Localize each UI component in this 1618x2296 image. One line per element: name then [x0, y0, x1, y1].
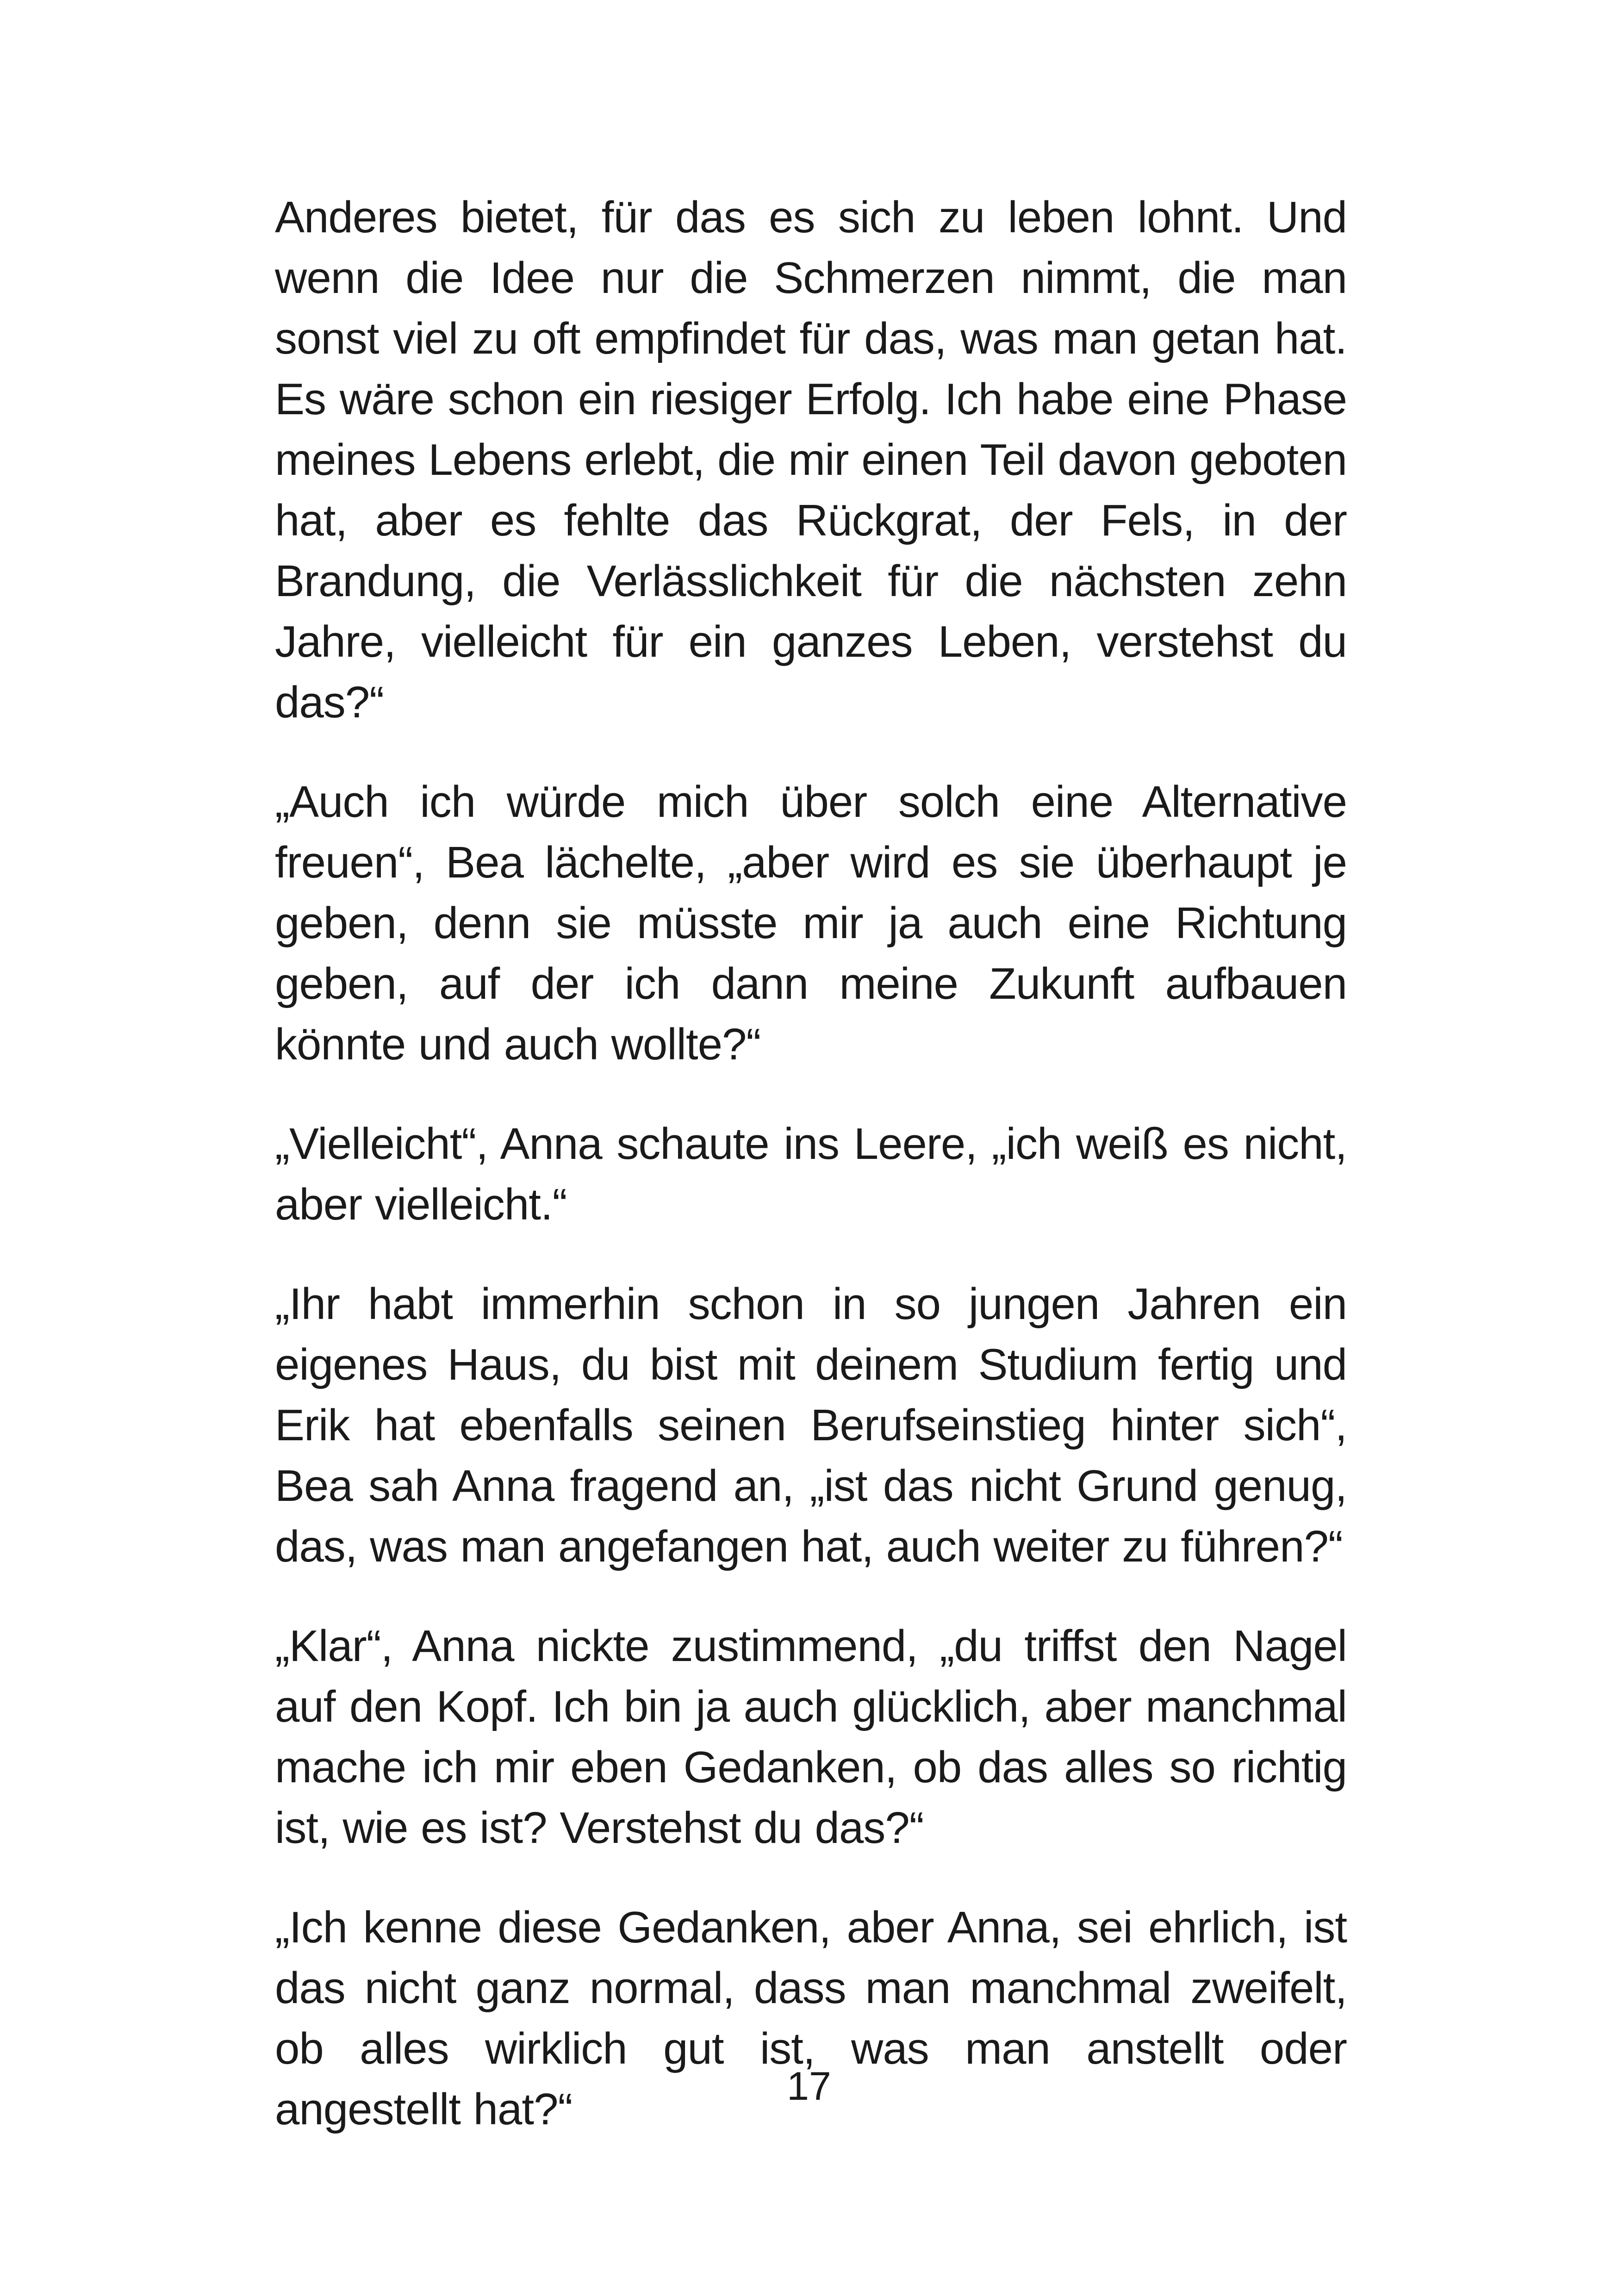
paragraph: Anderes bietet, für das es sich zu leben lohnt. Und wenn die Idee nur die Schmerzen nimmt, die man sonst viel zu oft empfindet für das, was man getan hat. Es wäre schon ein riesiger Erfolg. Ich habe eine Phase meines Lebens erlebt, die mir einen Teil davon geboten hat, aber es fehlte das Rückgrat, der Fels, in der Brandung, die Verlässlichkeit für die nächsten zehn Jahre, vielleicht für ein ganzes Leben, verstehst du das?“ [275, 193, 1347, 727]
paragraph: „Auch ich würde mich über solch eine Alternative freuen“, Bea lächelte, „aber wird es sie überhaupt je geben, denn sie müsste mir ja auch eine Richtung geben, auf der ich dann meine Zukunft aufbauen könnte und auch wollte?“ [275, 777, 1347, 1069]
paragraph: „Vielleicht“, Anna schaute ins Leere, „ich weiß es nicht, aber vielleicht.“ [275, 1119, 1347, 1229]
page-number: 17 [787, 2064, 831, 2109]
paragraph: „Klar“, Anna nickte zustimmend, „du triffst den Nagel auf den Kopf. Ich bin ja auch glücklich, aber manchmal mache ich mir eben Gedanken, ob das alles so richtig ist, wie es ist? Verstehst du das?“ [275, 1621, 1347, 1853]
paragraph: „Ihr habt immerhin schon in so jungen Jahren ein eigenes Haus, du bist mit deinem Studium fertig und Erik hat ebenfalls seinen Berufseinstieg hinter sich“, Bea sah Anna fragend an, „ist das nicht Grund genug, das, was man angefangen hat, auch weiter zu führen?“ [275, 1279, 1347, 1571]
paragraph: „Ich kenne diese Gedanken, aber Anna, sei ehrlich, ist das nicht ganz normal, dass man manchmal zweifelt, ob alles wirklich gut ist, was man anstellt oder angestellt hat?“ [275, 1903, 1347, 2134]
page-body [275, 187, 1347, 2178]
